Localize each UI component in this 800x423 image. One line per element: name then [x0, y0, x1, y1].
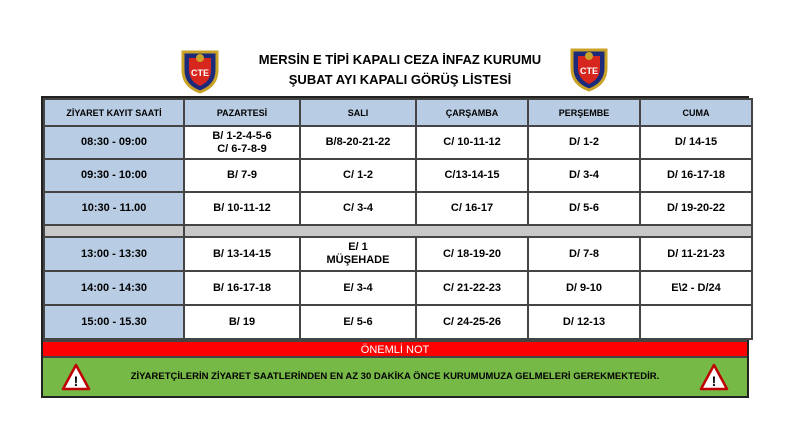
warning-bar — [43, 356, 747, 396]
column-header: CUMA — [640, 99, 752, 126]
table-cell: D/ 14-15 — [640, 126, 752, 159]
table-cell: D/ 7-8 — [528, 237, 640, 271]
table-cell: D/ 1-2 — [528, 126, 640, 159]
table-cell: B/ 16-17-18 — [184, 271, 300, 305]
break-separator-row — [44, 225, 752, 237]
important-note-bar: ÖNEMLİ NOT — [43, 340, 747, 356]
table-cell: C/ 10-11-12 — [416, 126, 528, 159]
table-cell: B/ 10-11-12 — [184, 192, 300, 225]
time-slot: 10:30 - 11.00 — [44, 192, 184, 225]
page-header — [0, 0, 800, 95]
table-cell: E/ 3-4 — [300, 271, 416, 305]
svg-text:!: ! — [711, 373, 717, 389]
institution-logo — [566, 46, 612, 92]
table-row — [44, 159, 752, 192]
table-cell: C/ 3-4 — [300, 192, 416, 225]
visit-schedule — [41, 96, 749, 398]
institution-logo — [177, 48, 223, 94]
list-title: ŞUBAT AYI KAPALI GÖRÜŞ LİSTESİ — [288, 72, 512, 87]
table-row — [44, 271, 752, 305]
schedule-table — [43, 98, 753, 340]
svg-text:!: ! — [73, 373, 79, 389]
table-cell: D/ 9-10 — [528, 271, 640, 305]
separator-cell — [184, 225, 752, 237]
table-cell — [640, 305, 752, 339]
time-slot: 13:00 - 13:30 — [44, 237, 184, 271]
warning-icon — [699, 363, 729, 391]
table-row — [44, 126, 752, 159]
warning-icon — [61, 363, 91, 391]
table-cell: C/ 24-25-26 — [416, 305, 528, 339]
time-slot: 15:00 - 15.30 — [44, 305, 184, 339]
separator-cell — [44, 225, 184, 237]
table-cell: E/ 1 MÜŞEHADE — [300, 237, 416, 271]
table-cell: B/ 7-9 — [184, 159, 300, 192]
table-cell: E/ 5-6 — [300, 305, 416, 339]
table-row — [44, 305, 752, 339]
table-cell: D/ 3-4 — [528, 159, 640, 192]
table-cell: B/ 13-14-15 — [184, 237, 300, 271]
table-cell: C/13-14-15 — [416, 159, 528, 192]
table-cell: B/8-20-21-22 — [300, 126, 416, 159]
svg-text:CTE: CTE — [580, 66, 598, 76]
column-header: PERŞEMBE — [528, 99, 640, 126]
table-cell: E\2 - D/24 — [640, 271, 752, 305]
column-header: SALI — [300, 99, 416, 126]
institution-title: MERSİN E TİPİ KAPALI CEZA İNFAZ KURUMU — [258, 52, 542, 67]
table-cell: B/ 19 — [184, 305, 300, 339]
time-slot: 14:00 - 14:30 — [44, 271, 184, 305]
table-cell: C/ 1-2 — [300, 159, 416, 192]
table-cell: D/ 16-17-18 — [640, 159, 752, 192]
table-header-row — [44, 99, 752, 126]
table-row — [44, 237, 752, 271]
column-header: ÇARŞAMBA — [416, 99, 528, 126]
warning-message: ZİYARETÇİLERİN ZİYARET SAATLERİNDEN EN AZ 30 DAKİKA ÖNCE KURUMUMUZA GELMELERİ GEREKMEKTEDİR. — [130, 371, 660, 382]
table-cell: D/ 19-20-22 — [640, 192, 752, 225]
time-slot: 08:30 - 09:00 — [44, 126, 184, 159]
table-cell: C/ 16-17 — [416, 192, 528, 225]
title-block — [230, 50, 570, 90]
table-cell: C/ 21-22-23 — [416, 271, 528, 305]
table-cell: D/ 11-21-23 — [640, 237, 752, 271]
table-row — [44, 192, 752, 225]
column-header: PAZARTESİ — [184, 99, 300, 126]
column-header: ZİYARET KAYIT SAATİ — [44, 99, 184, 126]
table-cell: C/ 18-19-20 — [416, 237, 528, 271]
table-cell: D/ 5-6 — [528, 192, 640, 225]
table-cell: B/ 1-2-4-5-6 C/ 6-7-8-9 — [184, 126, 300, 159]
table-cell: D/ 12-13 — [528, 305, 640, 339]
svg-text:CTE: CTE — [191, 68, 209, 78]
time-slot: 09:30 - 10:00 — [44, 159, 184, 192]
